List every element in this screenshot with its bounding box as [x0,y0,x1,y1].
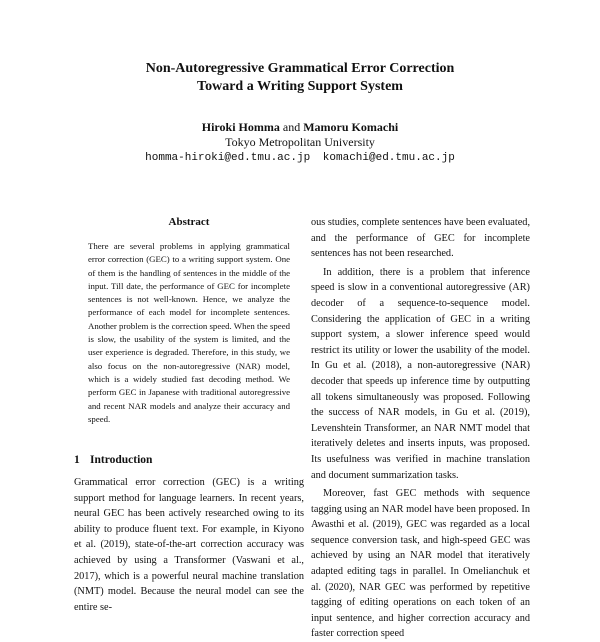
author-separator: and [282,120,301,134]
title-line-2: Toward a Writing Support System [197,79,403,94]
paragraph-inference-speed: In addition, there is a problem that inference speed is slow in a conventional autoregressive (AR) decoder of a sequence-to-sequence model. Considering the application of GEC in a writing support system, a slower inference speed would restrict its utility or lower the usability of the model. In Gu et al. (2018), a non-autoregressive (NAR) decoder that speeds up inference time by outputting all tokens simultaneously was proposed. Following the success of NAR models, in Gu et al. (2019), Levenshtein Transformer, an NAR NMT model that iteratively deletes and inserts inputs, was proposed. Its usefulness was verified in machine translation and document summarization tasks. [311,266,530,481]
section-number: 1 [74,454,80,466]
email-2: komachi@ed.tmu.ac.jp [322,152,455,164]
email-1: homma-hiroki@ed.tmu.ac.jp [145,152,311,164]
section-title: Introduction [90,454,153,466]
author-1: Hiroki Homma [201,120,280,134]
abstract-text: There are several problems in applying grammatical error correction (GEC) to a writing support system. One of them is the handling of sentences in the middle of the input. Till date, the performance of GEC for incomplete sentences is not well-known. Hence, we analyze the performance of each model for incomplete sentences. Another problem is the correction speed. When the speed is slow, the usability of the system is limited, and the user experience is degraded. Therefore, in this study, we also focus on the non-autoregressive (NAR) model, which is a widely studied fast decoding method. We perform GEC in Japanese with traditional autoregressive and recent NAR models and analyze their accuracy and speed. [88,241,290,424]
abstract-heading: Abstract [168,216,210,228]
title-line-1: Non-Autoregressive Grammatical Error Correction [145,61,455,76]
author-2: Mamoru Komachi [303,120,399,134]
introduction-text: Grammatical error correction (GEC) is a writing support method for language learners. In recent years, neural GEC has been actively researched owing to its ability to produce fluent text. For example, in Kiyono et al. (2019), state-of-the-art correction accuracy was achieved by using a Transformer (Vaswani et al., 2017), which is a powerful neural machine translation (NMT) model. Because the neural model can see the entire se- [74,477,304,613]
paragraph-continued: ous studies, complete sentences have been evaluated, and the performance of GEC for incomplete sentences has not been researched. [311,217,531,260]
right-column [311,215,530,642]
paper-title [0,60,600,96]
author-list [0,119,600,135]
affiliation: Tokyo Metropolitan University [225,135,375,149]
email-list [0,150,600,166]
section-heading-introduction [74,453,304,468]
paragraph-fast-gec: Moreover, fast GEC methods with sequence tagging using an NAR model have been proposed. In Awasthi et al. (2019), GEC was regarded as a local sequence conversion task, and high-speed GEC was achieved by using an NAR model that iteratively adapted editing tags in parallel. In Omelianchuk et al. (2020), NAR GEC was performed by repetitive tagging of editing operations on each token of an input sentence, and higher correction accuracy and faster correction speed [311,488,530,640]
